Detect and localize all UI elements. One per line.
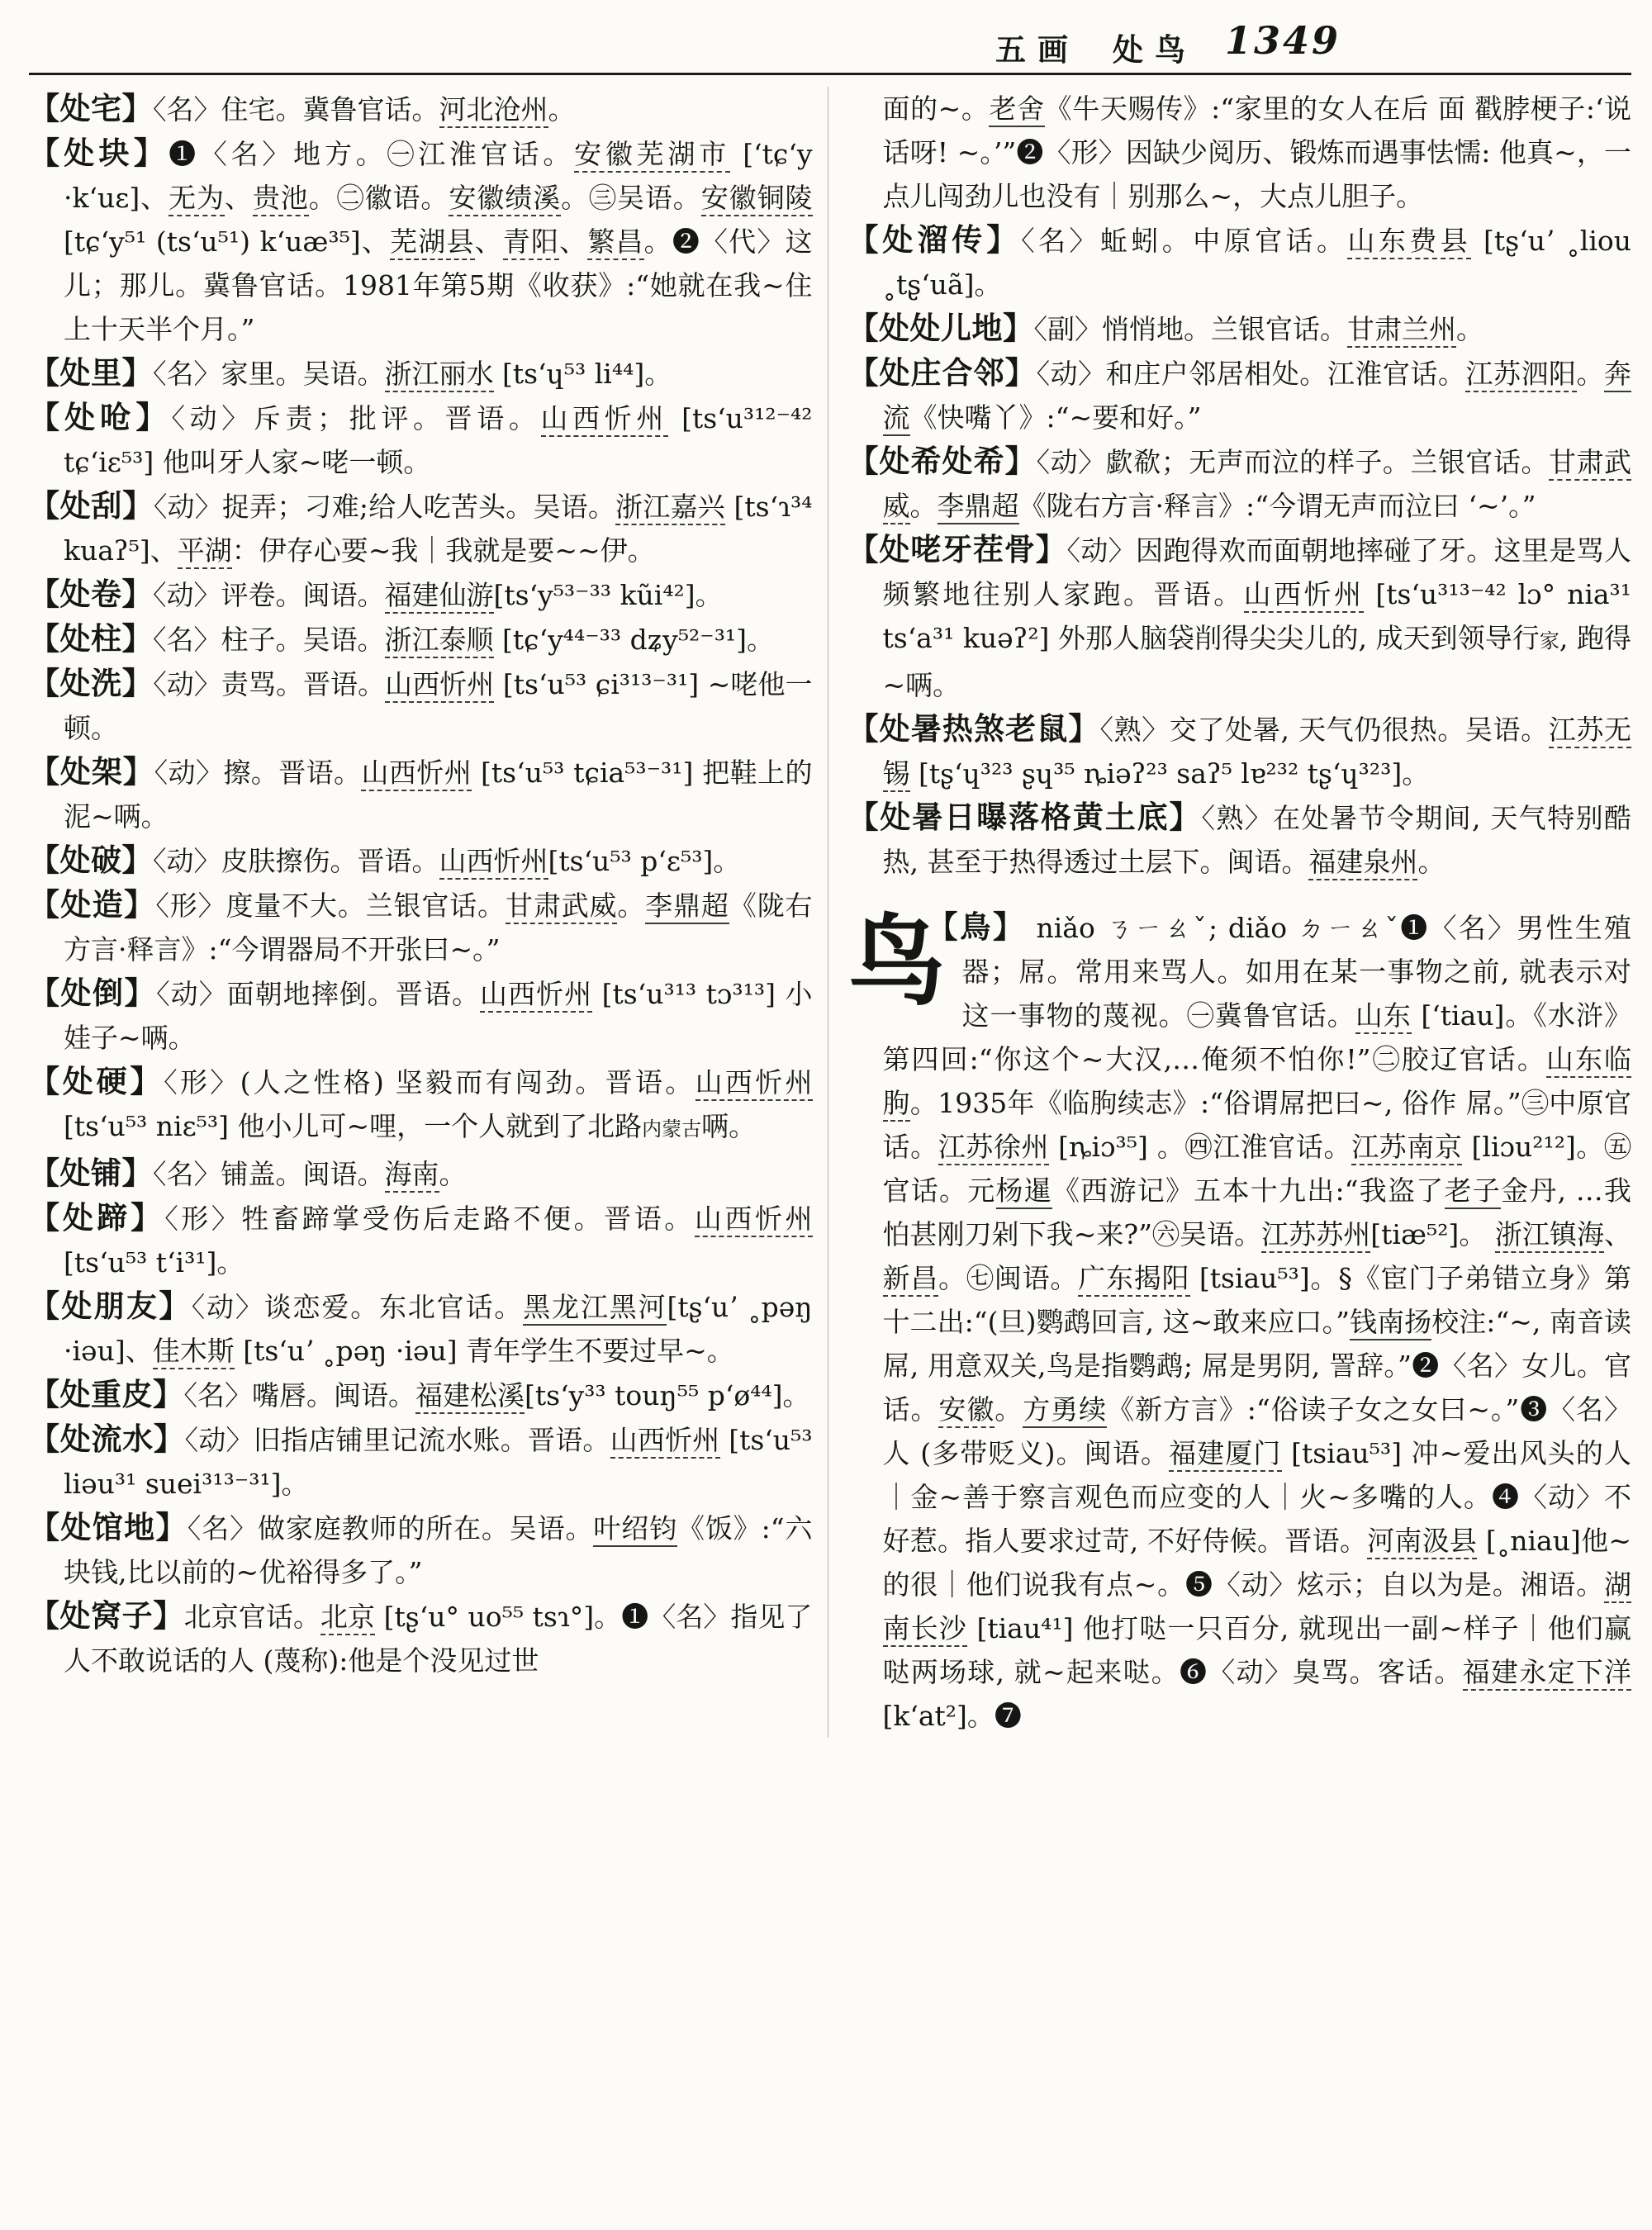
text-segment: 〈动〉因跑得欢而面朝地摔碰了牙。这里是骂人频繁地往别人家跑。晋语。 bbox=[882, 534, 1632, 610]
dict-entry bbox=[29, 971, 813, 1060]
headword: 【处咾牙茬骨】 bbox=[847, 531, 1067, 567]
text-segment: 〈动〉歔欷；无声而泣的样子。兰银官话。 bbox=[1036, 446, 1549, 478]
text-segment: [tsʻy³³ touŋ⁵⁵ pʻø⁴⁴]。 bbox=[525, 1379, 810, 1412]
dict-entry bbox=[848, 351, 1632, 439]
headword: 【处卷】 bbox=[29, 576, 153, 612]
dict-entry bbox=[29, 1151, 813, 1196]
headword: 【处馆地】 bbox=[29, 1509, 188, 1545]
headword: 【处处儿地】 bbox=[847, 310, 1034, 346]
text-segment: 《牛天赐传》:“家里的女人在后 面 戳脖梗子:‘说话呀! ~。’”❷〈形〉因缺少阅历、锻炼而遇事怯懦: 他真~，一点儿闯劲儿也没有｜别那么~，大点儿胆子。 bbox=[882, 93, 1632, 212]
headword: 【处流水】 bbox=[29, 1421, 185, 1457]
text-segment: [tsiau⁵³] 冲~爱出风头的人｜金~善于察言观色而应变的人｜火~多嘴的人。❹〈动〉不好惹。指人要求过苛, 不好侍候。晋语。 bbox=[882, 1437, 1631, 1557]
text-segment: 浙江镇海 bbox=[1495, 1218, 1604, 1253]
text-segment: ❶〈名〉地方。㊀江淮官话。 bbox=[169, 138, 575, 170]
text-segment: 新昌 bbox=[883, 1262, 939, 1297]
headword: 【处破】 bbox=[29, 842, 153, 878]
text-segment: 李鼎超 bbox=[938, 490, 1019, 524]
text-segment: 〈动〉评卷。闽语。 bbox=[153, 579, 385, 611]
text-segment: 〈名〉嘴唇。闽语。 bbox=[183, 1379, 415, 1412]
text-segment: 山西忻州 bbox=[695, 1066, 813, 1101]
text-segment: 山西忻州 bbox=[610, 1424, 720, 1459]
text-segment: [tsʻu⁵³ tʻi³¹]。 bbox=[64, 1246, 244, 1279]
text-segment: 〈名〉住宅。冀鲁官话。 bbox=[153, 93, 439, 126]
headword: 【处朋友】 bbox=[29, 1288, 192, 1324]
text-segment: 〈动〉谈恋爱。东北官话。 bbox=[191, 1291, 524, 1323]
text-segment: 《陇右方言·释言》:“今谓无声而泣曰 ‘~’。” bbox=[1018, 490, 1536, 522]
headword: 【处柱】 bbox=[29, 620, 153, 657]
headword: 【鳥】 bbox=[927, 909, 1026, 945]
text-segment: 山西忻州 bbox=[695, 1203, 813, 1237]
text-segment: 甘肃武威 bbox=[883, 446, 1632, 524]
text-segment: [ȵiɔ³⁵] 。㊃江淮官话。 bbox=[1049, 1131, 1352, 1163]
text-segment: [tsʻu³¹²⁻⁴² tɕʻiɛ⁵³] 他叫牙人家~咾一顿。 bbox=[64, 402, 813, 478]
text-segment: 。 bbox=[1417, 846, 1446, 878]
text-segment: 。 bbox=[1576, 358, 1605, 390]
text-segment: 山西忻州 bbox=[361, 757, 472, 791]
text-segment: 广东揭阳 bbox=[1078, 1262, 1189, 1297]
dict-entry bbox=[848, 306, 1632, 351]
text-segment: [tsʻy⁵³⁻³³ kũi⁴²]。 bbox=[493, 579, 723, 611]
text-segment: 〈名〉铺盖。闽语。 bbox=[153, 1158, 385, 1190]
dict-entry bbox=[29, 396, 813, 484]
text-segment: [tiæ⁵²]。 bbox=[1370, 1218, 1495, 1250]
text-segment: 杨暹 bbox=[996, 1174, 1053, 1209]
left-column bbox=[29, 87, 813, 1738]
headword: 【处窝子】 bbox=[29, 1597, 184, 1634]
entry-continuation bbox=[848, 87, 1632, 218]
text-segment: 。㊁徽语。 bbox=[308, 182, 449, 214]
dict-entry bbox=[29, 1417, 813, 1506]
text-segment: 江苏苏州 bbox=[1261, 1218, 1370, 1253]
text-segment: [tsʻu³¹³⁻⁴² lɔ° nia³¹ tsʻa³¹ kuəʔ²] 外那人脑袋削得尖尖儿的, 成天到领导行 bbox=[882, 578, 1632, 654]
text-segment: 。1935年《临朐续志》:“俗谓屌把曰~, 俗作 屌。”㊂中原官话。 bbox=[882, 1087, 1632, 1163]
text-segment: 青阳 bbox=[503, 225, 559, 260]
text-segment: [tsʻu³¹³ tɔ³¹³] 小娃子~唡。 bbox=[64, 978, 813, 1054]
text-segment: 〈名〉蚯蚓。中原官话。 bbox=[1021, 225, 1348, 257]
headword: 【处块】 bbox=[29, 135, 169, 171]
text-segment: 。 bbox=[617, 890, 646, 922]
page-number: 1349 bbox=[1225, 18, 1341, 63]
text-segment: 〈副〉悄悄地。兰银官话。 bbox=[1033, 313, 1347, 345]
text-segment: 无为 bbox=[169, 182, 225, 216]
dict-entry bbox=[29, 750, 813, 838]
text-segment: 海南 bbox=[385, 1158, 439, 1193]
dict-entry bbox=[29, 87, 813, 131]
text-segment: 〈动〉擦。晋语。 bbox=[154, 757, 362, 789]
text-segment: 〈形〉(人之性格) 坚毅而有闯劲。晋语。 bbox=[164, 1066, 695, 1098]
dict-entry bbox=[848, 707, 1632, 795]
dict-entry bbox=[29, 838, 813, 883]
dict-entry bbox=[848, 439, 1632, 528]
dict-entry bbox=[29, 351, 813, 396]
text-segment: [tsʻɿ³⁴ kuaʔ⁵]、 bbox=[64, 491, 813, 567]
text-segment: [tsʻu⁵³ liəu³¹ suei³¹³⁻³¹]。 bbox=[64, 1424, 813, 1500]
text-segment: 面的~。 bbox=[882, 93, 990, 125]
text-segment: 山西忻州 bbox=[385, 668, 494, 703]
text-segment: 家 bbox=[1539, 629, 1559, 652]
text-segment: [tʂʻɥ³²³ ʂɥ³⁵ ȵiəʔ²³ saʔ⁵ lɐ²³² tʂʻɥ³²³]。 bbox=[909, 757, 1430, 790]
text-segment: [tʂʻu° uo⁵⁵ tsɿ°]。❶〈名〉指见了人不敢说话的人 (蔑称):他是个没见过世 bbox=[64, 1601, 813, 1677]
text-segment: 〈熟〉交了处暑, 天气仍很热。吴语。 bbox=[1099, 714, 1549, 746]
text-segment: 福建永定下洋 bbox=[1463, 1656, 1631, 1691]
text-segment: 河南汲县 bbox=[1367, 1525, 1477, 1559]
headword: 【处造】 bbox=[29, 886, 156, 923]
dict-entry bbox=[29, 1284, 813, 1373]
headword: 【处呛】 bbox=[29, 399, 172, 435]
text-segment: [ʻtɕʻy ·kʻuɛ]、 bbox=[64, 138, 813, 214]
text-segment: 〈名〉做家庭教师的所在。吴语。 bbox=[187, 1512, 594, 1544]
text-segment: 安徽绩溪 bbox=[449, 182, 561, 216]
page-header bbox=[29, 0, 1631, 75]
text-segment: 《西游记》五本十九出:“我盗了 bbox=[1052, 1174, 1445, 1207]
text-segment: 方勇续 bbox=[1023, 1393, 1107, 1428]
text-segment: 江苏徐州 bbox=[938, 1131, 1049, 1165]
text-segment: [tsʻu⁵³ ɕi³¹³⁻³¹] ~咾他一顿。 bbox=[64, 668, 813, 744]
text-segment: [tʂʻuʼ ˳liou ˳tʂʻuã]。 bbox=[882, 225, 1632, 301]
text-segment: [tsʻu⁵³ pʻɛ⁵³]。 bbox=[548, 845, 741, 877]
text-segment: 浙江嘉兴 bbox=[615, 491, 725, 525]
text-segment: 。 bbox=[548, 93, 576, 126]
text-segment: [tiau⁴¹] 他打哒一只百分, 就现出一副~样子｜他们赢哒两场球, 就~起来哒。❻〈动〉臭骂。客话。 bbox=[882, 1612, 1632, 1688]
text-segment: 老舍 bbox=[989, 93, 1044, 127]
text-segment: 安徽 bbox=[938, 1393, 995, 1428]
text-segment: [˳niau]他~的很｜他们说我有点~。❺〈动〉炫示；自以为是。湘语。 bbox=[882, 1525, 1632, 1601]
text-segment: 浙江泰顺 bbox=[385, 624, 494, 658]
text-segment: 老子 bbox=[1445, 1174, 1502, 1209]
text-segment: 金丹, …我怕甚刚刀剁下我~来?”㊅吴语。 bbox=[882, 1174, 1632, 1250]
dict-entry bbox=[29, 1594, 813, 1682]
text-segment: 江苏无锡 bbox=[883, 714, 1632, 792]
dict-entry bbox=[29, 617, 813, 662]
text-segment: 〈名〉家里。吴语。 bbox=[153, 358, 385, 390]
text-segment: [tɕʻy⁴⁴⁻³³ dʑy⁵²⁻³¹]。 bbox=[493, 624, 775, 656]
text-segment: 湖南长沙 bbox=[883, 1568, 1632, 1647]
dict-entry bbox=[29, 572, 813, 617]
headword: 【处硬】 bbox=[29, 1063, 164, 1099]
dict-entry bbox=[848, 905, 1632, 1738]
text-segment: 平湖 bbox=[178, 534, 232, 569]
headword: 【处倒】 bbox=[29, 975, 157, 1011]
dict-entry bbox=[29, 484, 813, 572]
headword: 【处蹄】 bbox=[29, 1199, 165, 1236]
text-segment: [tʂʻuʼ ˳pəŋ ·iəu]、 bbox=[64, 1291, 813, 1367]
text-segment: 奔流 bbox=[883, 358, 1632, 436]
text-segment: 钱南扬 bbox=[1350, 1306, 1431, 1340]
text-segment: 校注:“~, 南音读屌, 用意双关,鸟是指鹦鹉; 屌是男阴, 詈辞。”❷〈名〉女儿。官话。 bbox=[882, 1306, 1631, 1426]
dict-entry bbox=[29, 1373, 813, 1417]
text-segment: 〈动〉和庄户邻居相处。江淮官话。 bbox=[1036, 358, 1466, 390]
text-segment: 。㊂吴语。 bbox=[561, 182, 701, 214]
dict-entry bbox=[29, 883, 813, 971]
text-segment: 。 bbox=[439, 1158, 467, 1190]
text-segment: 唡。 bbox=[701, 1110, 757, 1142]
text-segment: 山西忻州 bbox=[480, 978, 592, 1013]
text-segment: 安徽芜湖市 bbox=[574, 138, 730, 173]
text-segment: 山东临朐 bbox=[883, 1043, 1632, 1122]
text-segment: 、 bbox=[1604, 1218, 1632, 1250]
headword: 【处重皮】 bbox=[29, 1376, 184, 1412]
text-segment: [tsʻu⁵³ tɕia⁵³⁻³¹] 把鞋上的泥~唡。 bbox=[64, 757, 813, 833]
text-segment: 叶绍钧 bbox=[593, 1512, 677, 1547]
text-segment: 内蒙古 bbox=[642, 1117, 702, 1141]
text-segment: 福建仙游 bbox=[385, 579, 494, 614]
text-segment: [ʻtiau]。《水浒》第四回:“你这个~大汉,…俺须不怕你!”㊁胶辽官话。 bbox=[882, 999, 1631, 1075]
entry-range-label: 处鸟 bbox=[1113, 31, 1197, 68]
text-segment: 山西忻州 bbox=[541, 402, 669, 437]
text-segment: 。 bbox=[1456, 313, 1483, 345]
text-segment: 芜湖县 bbox=[390, 225, 475, 260]
head-character: 鸟 bbox=[847, 904, 946, 1018]
dict-entry bbox=[848, 218, 1632, 306]
headword: 【处铺】 bbox=[29, 1155, 153, 1191]
headword: 【处暑日曝落格黄土底】 bbox=[847, 799, 1202, 835]
text-segment: 。㊆闽语。 bbox=[938, 1262, 1079, 1294]
right-column bbox=[828, 87, 1632, 1738]
headword: 【处架】 bbox=[29, 753, 154, 790]
text-segment: 〈动〉责骂。晋语。 bbox=[153, 668, 386, 700]
text-segment: 〈动〉捉弄；刁难;给人吃苦头。吴语。 bbox=[153, 491, 616, 523]
text-segment: , 跑得~唡。 bbox=[882, 622, 1632, 701]
headword: 【处刮】 bbox=[29, 487, 154, 524]
text-segment: 《新方言》:“俗读子女之女曰~。”❸〈名〉人 (多带贬义)。闽语。 bbox=[882, 1393, 1632, 1469]
text-segment: 〈动〉旧指店铺里记流水账。晋语。 bbox=[184, 1424, 610, 1456]
text-segment: 贵池 bbox=[253, 182, 309, 216]
text-segment: [liɔu²¹²]。㊄官话。元 bbox=[882, 1131, 1632, 1207]
text-segment: 江苏泗阳 bbox=[1465, 358, 1576, 392]
text-segment: [tsʻuʼ ˳pəŋ ·iəu] 青年学生不要过早~。 bbox=[234, 1335, 734, 1367]
text-segment: 〈动〉皮肤擦伤。晋语。 bbox=[153, 845, 439, 877]
dict-entry bbox=[29, 1196, 813, 1284]
headword: 【处洗】 bbox=[29, 665, 154, 701]
dict-entry bbox=[29, 1506, 813, 1594]
text-segment: 。 bbox=[909, 490, 938, 522]
headword: 【处溜传】 bbox=[847, 221, 1022, 258]
text-segment: niǎo ㄋㄧㄠˇ; diǎo ㄉㄧㄠˇ❶〈名〉男性生殖器；屌。常用来骂人。如用在某一事物之前, 就表示对这一事物的蔑视。㊀冀鲁官话。 bbox=[961, 912, 1631, 1032]
headword: 【处希处希】 bbox=[847, 443, 1037, 479]
dict-entry bbox=[29, 1060, 813, 1151]
text-segment: 〈动〉面朝地摔倒。晋语。 bbox=[156, 978, 480, 1010]
text-segment: 福建厦门 bbox=[1169, 1437, 1281, 1472]
text-segment: 《陇右方言·释言》:“今谓器局不开张曰~。” bbox=[64, 890, 813, 966]
text-segment: 〈熟〉在处暑节令期间, 天气特别酷热, 甚至于热得透过土层下。闽语。 bbox=[882, 802, 1631, 878]
text-segment: 安徽铜陵 bbox=[701, 182, 813, 216]
text-segment: 福建泉州 bbox=[1308, 846, 1417, 880]
text-segment: 、 bbox=[474, 225, 503, 258]
text-segment: 河北沧州 bbox=[439, 93, 548, 128]
text-segment: [tsʻu⁵³ niɛ⁵³] 他小儿可~哩，一个人就到了北路 bbox=[64, 1110, 643, 1142]
text-segment: 甘肃武威 bbox=[506, 890, 617, 924]
text-segment: 李鼎超 bbox=[645, 890, 729, 924]
text-segment: ：伊存心要~我｜我就是要~~伊。 bbox=[231, 534, 655, 567]
text-segment: 〈动〉斥责；批评。晋语。 bbox=[171, 402, 541, 434]
text-segment: 黑龙江黑河 bbox=[523, 1291, 667, 1326]
dict-entry bbox=[29, 131, 813, 351]
text-segment: 佳木斯 bbox=[153, 1335, 235, 1369]
dictionary-page-body bbox=[29, 87, 1631, 1738]
text-segment: 北京官话。 bbox=[183, 1601, 320, 1633]
text-segment: 山西忻州 bbox=[1244, 578, 1365, 613]
headword: 【处庄合邻】 bbox=[847, 354, 1037, 391]
text-segment: 甘肃兰州 bbox=[1347, 313, 1456, 348]
text-segment: 山西忻州 bbox=[439, 845, 548, 880]
text-segment: 〈形〉牲畜蹄掌受伤后走路不便。晋语。 bbox=[164, 1203, 695, 1235]
text-segment: 。 bbox=[995, 1393, 1023, 1426]
text-segment: [kʻat²]。❼ bbox=[882, 1700, 1022, 1732]
head-character-section bbox=[848, 905, 1632, 1738]
text-segment: 。❷〈代〉这儿；那儿。冀鲁官话。1981年第5期《收获》:“她就在我~住上十天半个月。” bbox=[64, 225, 813, 345]
text-segment: 《饭》:“六块钱,比以前的~优裕得多了。” bbox=[64, 1512, 813, 1588]
headword: 【处宅】 bbox=[29, 90, 153, 126]
text-segment: 〈名〉柱子。吴语。 bbox=[153, 624, 385, 656]
dict-entry bbox=[848, 528, 1632, 707]
stroke-section-label: 五画 bbox=[995, 31, 1080, 68]
headword: 【处里】 bbox=[29, 354, 153, 391]
text-segment: 浙江丽水 bbox=[385, 358, 494, 392]
text-segment: [tɕʻy⁵¹ (tsʻu⁵¹) kʻuæ³⁵]、 bbox=[64, 225, 391, 258]
text-segment: 山东费县 bbox=[1347, 225, 1471, 259]
text-segment: 、 bbox=[224, 182, 253, 214]
text-segment: [tsiau⁵³]。§《宦门子弟错立身》第十二出:“(旦)鹦鹉回言, 这~敢来应口。” bbox=[882, 1262, 1632, 1338]
dict-entry bbox=[29, 662, 813, 750]
text-segment: [tsʻɥ⁵³ li⁴⁴]。 bbox=[493, 358, 672, 390]
headword: 【处暑热煞老鼠】 bbox=[847, 710, 1100, 747]
text-segment: 山东 bbox=[1355, 999, 1412, 1034]
text-segment: 江苏南京 bbox=[1351, 1131, 1462, 1165]
text-segment: 繁昌 bbox=[587, 225, 643, 260]
text-segment: 〈形〉度量不大。兰银官话。 bbox=[155, 890, 506, 922]
text-segment: 《快嘴丫》:“~要和好。” bbox=[909, 401, 1202, 434]
dict-entry bbox=[848, 795, 1632, 884]
text-segment: 北京 bbox=[320, 1601, 375, 1635]
text-segment: 、 bbox=[559, 225, 588, 258]
text-segment: 福建松溪 bbox=[415, 1379, 525, 1414]
